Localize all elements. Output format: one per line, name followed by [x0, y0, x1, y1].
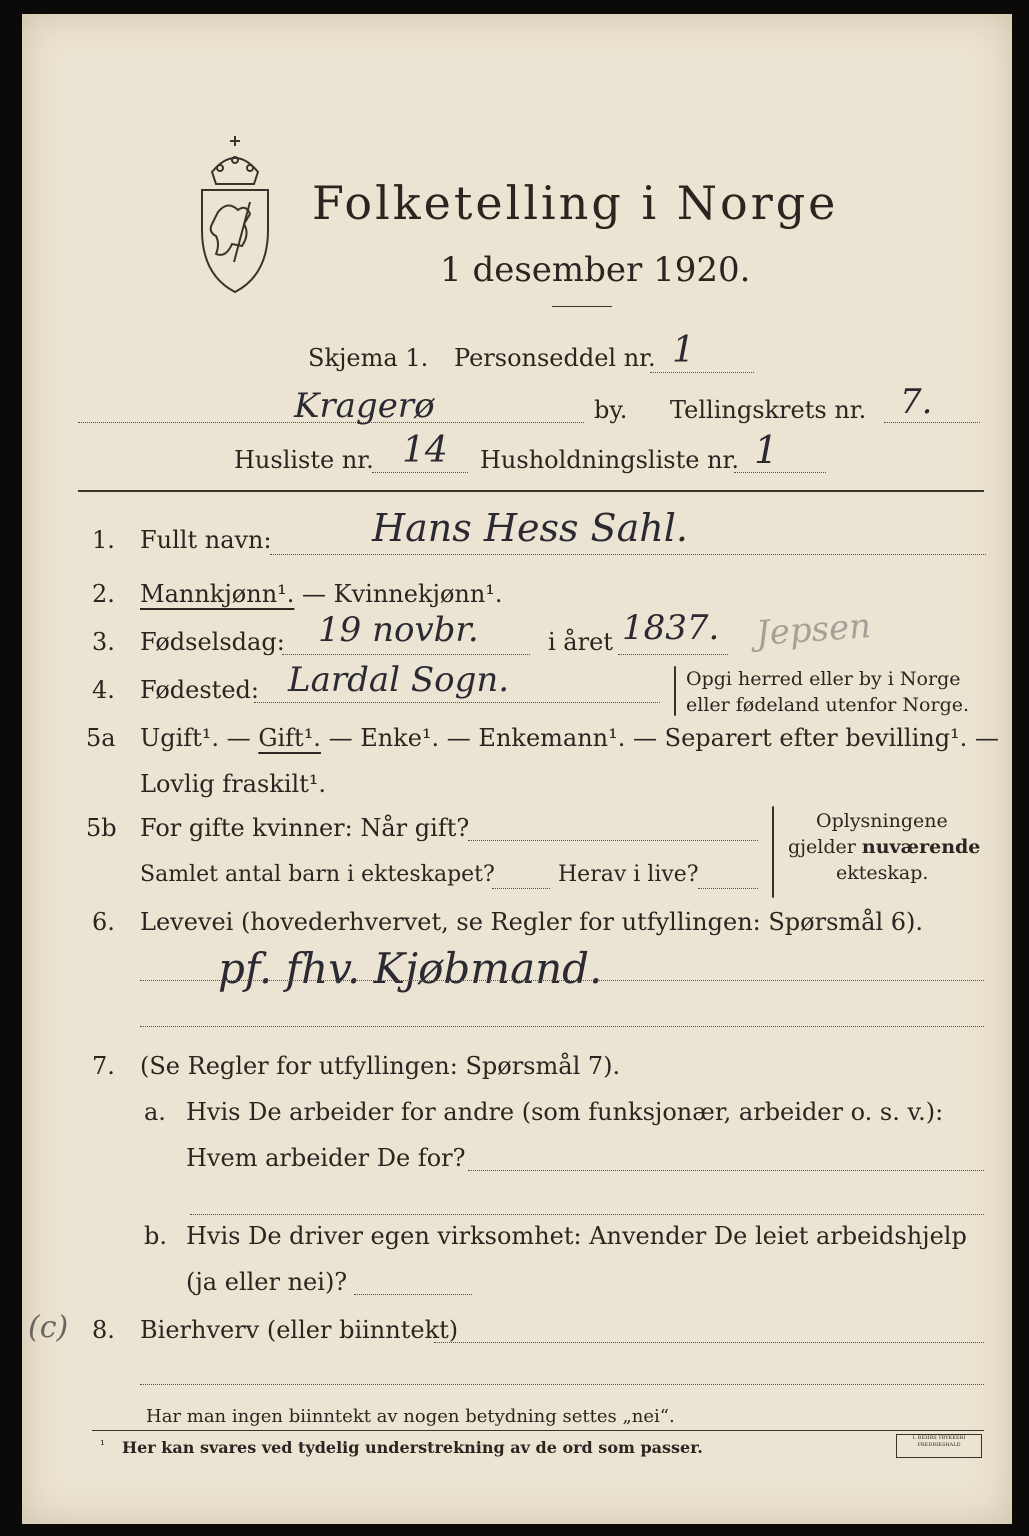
q7b-number: b. — [144, 1222, 167, 1250]
q5b-note-line3: ekteskap. — [836, 862, 929, 884]
tellingskrets-label: Tellingskrets nr. — [670, 396, 867, 424]
by-value: Kragerø — [294, 386, 435, 426]
q7b-line2: (ja eller nei)? — [186, 1268, 348, 1296]
q5b-note-line1: Oplysningene — [816, 810, 948, 832]
q6-label: Levevei (hovederhvervet, se Regler for utfyllingen: Spørsmål 6). — [140, 908, 924, 936]
q7a-line2: Hvem arbeider De for? — [186, 1144, 466, 1172]
q2-options — [140, 580, 503, 608]
q1-number: 1. — [92, 526, 115, 554]
q2-number: 2. — [92, 580, 115, 608]
q5b-note-line2 — [788, 836, 980, 858]
q7a-number: a. — [144, 1098, 166, 1126]
q7a-line — [468, 1170, 984, 1171]
q3-label: Fødselsdag: — [140, 628, 285, 656]
tellingskrets-line — [884, 422, 980, 423]
q5a-options — [140, 724, 999, 752]
q7a-line1: Hvis De arbeider for andre (som funksjonær, arbeider o. s. v.): — [186, 1098, 944, 1126]
q5a-rest: — Enke¹. — Enkemann¹. — Separert efter bevilling¹. — — [320, 724, 999, 752]
q6-line2 — [140, 1026, 984, 1027]
personseddel-value: 1 — [672, 330, 695, 371]
q4-label: Fødested: — [140, 676, 259, 704]
q4-number: 4. — [92, 676, 115, 704]
q5a-dash: — — [219, 724, 259, 752]
q3-year-line — [618, 654, 728, 655]
q2-female-option: Kvinnekjønn¹. — [333, 580, 503, 608]
q3-year-label: i året — [548, 628, 613, 656]
q6-number: 6. — [92, 908, 115, 936]
printer-stamp: I. BEHRS TRYKKERI FREDRIKSHALD — [896, 1434, 982, 1458]
q1-label: Fullt navn: — [140, 526, 272, 554]
q3-year-value: 1837. — [622, 608, 720, 648]
q5b-label1: For gifte kvinner: Når gift? — [140, 814, 470, 842]
q3-number: 3. — [92, 628, 115, 656]
q5b-label3: Herav i live? — [558, 862, 699, 887]
q7b-line1: Hvis De driver egen virksomhet: Anvender De leiet arbeidshjelp — [186, 1222, 967, 1250]
q5b-label2: Samlet antal barn i ekteskapet? — [140, 862, 495, 887]
q3-day-value: 19 novbr. — [318, 610, 479, 650]
q4-note-line1: Opgi herred eller by i Norge — [686, 668, 961, 690]
footer-separator — [92, 1430, 984, 1431]
by-label: by. — [594, 396, 628, 424]
footer-note: Har man ingen biinntekt av nogen betydning settes „nei“. — [146, 1406, 675, 1427]
title-divider — [552, 306, 612, 307]
personseddel-label: Personseddel nr. — [454, 344, 656, 372]
q8-margin-note: (c) — [28, 1310, 69, 1345]
husholdning-line — [734, 472, 826, 473]
q8-number: 8. — [92, 1316, 115, 1344]
schema-label: Skjema 1. — [308, 344, 429, 372]
q8-line2 — [140, 1384, 984, 1385]
q5b-note-b: nuværende — [861, 836, 981, 858]
q5b-number: 5b — [86, 814, 117, 842]
q4-note-line2: eller fødeland utenfor Norge. — [686, 694, 970, 716]
q4-value: Lardal Sogn. — [288, 660, 510, 700]
footnote-mark: ¹ — [100, 1438, 105, 1452]
q5b-children-line — [492, 888, 550, 889]
q7a-line-extra — [190, 1214, 984, 1215]
personseddel-line — [650, 372, 754, 373]
q2-male-option: Mannkjønn¹. — [140, 580, 295, 608]
q8-line1 — [434, 1342, 984, 1343]
q7-label: (Se Regler for utfyllingen: Spørsmål 7). — [140, 1052, 621, 1080]
q4-brace — [674, 666, 676, 716]
q5b-married-line — [468, 840, 758, 841]
q5a-number: 5a — [86, 724, 116, 752]
husholdning-label: Husholdningsliste nr. — [480, 446, 739, 474]
q5b-brace — [772, 806, 774, 898]
coat-of-arms-icon — [190, 132, 280, 302]
q4-line — [254, 702, 660, 703]
q5b-alive-line — [698, 888, 758, 889]
census-form-paper — [22, 14, 1012, 1524]
q5a-gift: Gift¹. — [258, 724, 321, 752]
q3-margin-note: Jepsen — [754, 606, 873, 654]
q3-day-line — [282, 654, 530, 655]
tellingskrets-value: 7. — [900, 382, 933, 422]
census-date: 1 desember 1920. — [440, 250, 751, 290]
q5a-ugift: Ugift¹. — [140, 724, 220, 752]
husliste-line — [372, 472, 468, 473]
husliste-label: Husliste nr. — [234, 446, 374, 474]
husholdning-value: 1 — [754, 428, 779, 472]
q1-value: Hans Hess Sahl. — [372, 506, 688, 550]
header-separator — [78, 490, 984, 492]
q8-label: Bierhverv (eller biinntekt) — [140, 1316, 459, 1344]
q6-line1 — [140, 980, 984, 981]
q5a-line2: Lovlig fraskilt¹. — [140, 770, 327, 798]
q2-separator: — — [294, 580, 334, 608]
q7-number: 7. — [92, 1052, 115, 1080]
footnote-text: Her kan svares ved tydelig understrekning av de ord som passer. — [122, 1438, 703, 1457]
q5b-note-a: gjelder — [788, 836, 862, 858]
page-title: Folketelling i Norge — [312, 176, 839, 230]
husliste-value: 14 — [402, 430, 448, 471]
q6-value: pf. fhv. Kjøbmand. — [218, 944, 603, 993]
q1-line — [270, 554, 986, 555]
q7b-line — [354, 1294, 472, 1295]
